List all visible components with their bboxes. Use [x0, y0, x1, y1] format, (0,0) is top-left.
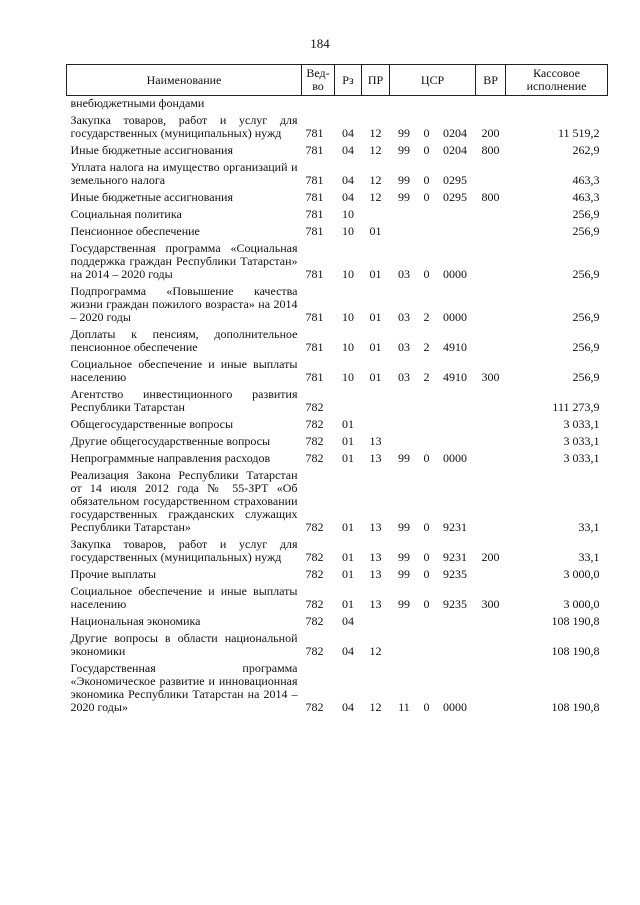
- row-csr-direction: [435, 418, 476, 435]
- row-vr: 200: [481, 126, 500, 140]
- row-csr-direction: [435, 96, 476, 115]
- row-sum: 256,9: [572, 370, 600, 384]
- row-name: Реализация Закона Республики Татарстан от 14 июля 2012 года № 55-ЗРТ «Об обязательном государственном страховании государственных гражданских служащих Республики Татарстан»: [70, 469, 298, 534]
- row-ved: 781: [305, 126, 324, 140]
- budget-execution-table: [66, 64, 608, 718]
- row-vr: [476, 242, 506, 285]
- row-csr-subprogram: 0: [423, 173, 430, 187]
- row-csr-program: [390, 225, 419, 242]
- row-vr: [476, 225, 506, 242]
- row-csr-subprogram: [419, 225, 435, 242]
- row-ved: 781: [305, 370, 324, 384]
- row-csr-program: 99: [398, 126, 410, 140]
- row-name: Другие вопросы в области национальной экономики: [70, 632, 298, 658]
- row-name: Государственная программа «Экономическое развитие и инновационная экономика Республики Татарстан на 2014 – 2020 годы»: [70, 662, 298, 714]
- row-pr: 13: [369, 568, 382, 581]
- row-rz: 01: [342, 597, 354, 611]
- row-pr: 01: [369, 340, 382, 354]
- row-name: Закупка товаров, работ и услуг для государственных (муниципальных) нужд: [70, 114, 298, 140]
- row-vr: [476, 615, 506, 632]
- row-csr-program: [390, 96, 419, 115]
- row-csr-subprogram: [419, 418, 435, 435]
- row-rz: 01: [342, 435, 354, 448]
- row-name: Доплаты к пенсиям, дополнительное пенсионное обеспечение: [70, 328, 298, 354]
- row-csr-direction: [435, 632, 476, 662]
- header-csr: ЦСР: [390, 65, 476, 96]
- row-vr: [476, 568, 506, 585]
- row-ved: 782: [305, 400, 324, 414]
- row-sum: 3 000,0: [563, 597, 600, 611]
- row-sum: 256,9: [572, 225, 600, 238]
- row-ved: 782: [305, 700, 324, 714]
- header-rz: Рз: [335, 65, 362, 96]
- row-csr-direction: 4910: [443, 340, 468, 354]
- row-csr-direction: 9235: [443, 597, 468, 611]
- row-csr-direction: 9231: [443, 520, 468, 534]
- row-vr: 200: [481, 550, 500, 564]
- row-pr: 13: [369, 597, 382, 611]
- table-row: [67, 388, 608, 418]
- row-ved: 781: [305, 208, 324, 221]
- table-row: [67, 538, 608, 568]
- row-csr-program: 99: [398, 520, 410, 534]
- row-pr: [362, 615, 390, 632]
- row-ved: 782: [305, 615, 324, 628]
- row-ved: 782: [305, 550, 324, 564]
- row-csr-subprogram: 2: [423, 310, 430, 324]
- row-csr-direction: 0295: [443, 173, 468, 187]
- row-vr: [476, 418, 506, 435]
- table-row: [67, 96, 608, 115]
- row-csr-direction: [435, 208, 476, 225]
- row-vr: [476, 452, 506, 469]
- row-pr: 01: [369, 370, 382, 384]
- row-csr-direction: 9235: [443, 568, 468, 581]
- row-csr-program: 99: [398, 173, 410, 187]
- row-csr-subprogram: 0: [423, 700, 430, 714]
- row-csr-program: [390, 208, 419, 225]
- row-pr: 01: [369, 267, 382, 281]
- row-pr: 01: [369, 225, 382, 238]
- table-row: [67, 144, 608, 161]
- row-rz: 10: [342, 340, 354, 354]
- row-csr-program: 99: [398, 550, 410, 564]
- header-vr: ВР: [476, 65, 506, 96]
- row-vr: [476, 435, 506, 452]
- row-name: Общегосударственные вопросы: [70, 418, 234, 431]
- table-row: [67, 285, 608, 328]
- row-csr-subprogram: 0: [423, 568, 430, 581]
- row-ved: [302, 96, 335, 115]
- row-pr: 01: [369, 310, 382, 324]
- table-row: [67, 358, 608, 388]
- row-sum: 108 190,8: [551, 700, 600, 714]
- table-row: [67, 469, 608, 538]
- table-row: [67, 585, 608, 615]
- row-csr-program: 03: [398, 267, 410, 281]
- row-csr-direction: [435, 615, 476, 632]
- row-sum: 3 033,1: [563, 418, 600, 431]
- row-csr-program: 99: [398, 597, 410, 611]
- row-csr-program: 99: [398, 568, 410, 581]
- row-name: Подпрограмма «Повышение качества жизни граждан пожилого возраста» на 2014 – 2020 годы: [70, 285, 298, 324]
- row-pr: 12: [369, 700, 382, 714]
- row-rz: 10: [342, 310, 354, 324]
- row-pr: 13: [369, 550, 382, 564]
- table-row: [67, 161, 608, 191]
- row-ved: 781: [305, 144, 324, 157]
- row-sum: 256,9: [572, 267, 600, 281]
- row-sum: 262,9: [572, 144, 600, 157]
- row-ved: 782: [305, 418, 324, 431]
- row-sum: 463,3: [572, 173, 600, 187]
- row-name: Социальная политика: [70, 208, 182, 221]
- row-csr-subprogram: 0: [423, 126, 430, 140]
- header-ved: Вед- во: [302, 65, 335, 96]
- row-vr: 800: [481, 144, 500, 157]
- row-csr-program: [390, 615, 419, 632]
- row-csr-subprogram: 0: [423, 597, 430, 611]
- row-csr-subprogram: 0: [423, 144, 430, 157]
- row-csr-direction: [435, 388, 476, 418]
- row-name: Иные бюджетные ассигнования: [70, 144, 233, 157]
- table-row: [67, 328, 608, 358]
- row-sum: 256,9: [572, 208, 600, 221]
- row-csr-subprogram: [419, 388, 435, 418]
- table-row: [67, 452, 608, 469]
- row-sum: 33,1: [578, 550, 600, 564]
- row-pr: 12: [369, 191, 382, 204]
- row-csr-direction: 0000: [443, 310, 468, 324]
- row-csr-direction: 0204: [443, 144, 468, 157]
- row-csr-subprogram: [419, 435, 435, 452]
- row-csr-program: 03: [398, 310, 410, 324]
- header-name: Наименование: [67, 65, 302, 96]
- row-pr: [362, 418, 390, 435]
- row-csr-direction: 0204: [443, 126, 468, 140]
- row-name: Национальная экономика: [70, 615, 201, 628]
- row-pr: 12: [369, 644, 382, 658]
- row-csr-direction: 0295: [443, 191, 468, 204]
- row-csr-direction: 4910: [443, 370, 468, 384]
- row-csr-program: [390, 388, 419, 418]
- row-ved: 781: [305, 191, 324, 204]
- row-csr-subprogram: 0: [423, 520, 430, 534]
- row-csr-subprogram: 0: [423, 550, 430, 564]
- row-rz: 01: [342, 452, 354, 465]
- row-ved: 781: [305, 225, 324, 238]
- row-csr-program: 99: [398, 452, 410, 465]
- row-csr-direction: 9231: [443, 550, 468, 564]
- row-ved: 782: [305, 520, 324, 534]
- row-sum: 108 190,8: [551, 615, 600, 628]
- table-row: [67, 568, 608, 585]
- table-row: [67, 662, 608, 718]
- row-ved: 781: [305, 173, 324, 187]
- page-number: 184: [310, 36, 330, 51]
- row-rz: 10: [342, 225, 354, 238]
- row-ved: 782: [305, 644, 324, 658]
- row-rz: 01: [342, 550, 354, 564]
- row-vr: 800: [481, 191, 500, 204]
- row-pr: 13: [369, 435, 382, 448]
- row-rz: 10: [342, 370, 354, 384]
- row-vr: [476, 161, 506, 191]
- row-csr-program: [390, 418, 419, 435]
- row-ved: 782: [305, 597, 324, 611]
- row-name: Агентство инвестиционного развития Республики Татарстан: [70, 388, 298, 414]
- table-row: [67, 418, 608, 435]
- row-csr-subprogram: 0: [423, 452, 430, 465]
- row-csr-direction: [435, 435, 476, 452]
- table-row: [67, 632, 608, 662]
- row-rz: 10: [342, 208, 354, 221]
- row-rz: 04: [342, 615, 354, 628]
- row-ved: 781: [305, 340, 324, 354]
- row-pr: [362, 96, 390, 115]
- row-csr-subprogram: [419, 208, 435, 225]
- row-vr: [476, 285, 506, 328]
- row-csr-program: 03: [398, 370, 410, 384]
- row-csr-direction: 0000: [443, 452, 468, 465]
- row-rz: 04: [342, 144, 354, 157]
- row-name: внебюджетными фондами: [70, 96, 205, 110]
- row-rz: 01: [342, 520, 354, 534]
- row-vr: [476, 662, 506, 718]
- row-pr: 12: [369, 173, 382, 187]
- row-csr-program: 99: [398, 191, 410, 204]
- row-vr: [476, 328, 506, 358]
- row-csr-subprogram: [419, 96, 435, 115]
- table-row: [67, 225, 608, 242]
- row-vr: 300: [481, 597, 500, 611]
- row-name: Прочие выплаты: [70, 568, 157, 581]
- row-sum: 256,9: [572, 310, 600, 324]
- row-csr-program: [390, 632, 419, 662]
- header-sum: Кассовое исполнение: [506, 65, 608, 96]
- row-rz: 10: [342, 267, 354, 281]
- row-pr: 12: [369, 126, 382, 140]
- row-rz: 04: [342, 126, 354, 140]
- row-csr-program: [390, 435, 419, 452]
- row-ved: 781: [305, 267, 324, 281]
- row-vr: [476, 469, 506, 538]
- row-ved: 781: [305, 310, 324, 324]
- row-pr: 13: [369, 452, 382, 465]
- row-csr-program: 99: [398, 144, 410, 157]
- row-name: Непрограммные направления расходов: [70, 452, 271, 465]
- row-csr-subprogram: [419, 615, 435, 632]
- row-rz: [335, 388, 362, 418]
- table-row: [67, 615, 608, 632]
- row-sum: 3 033,1: [563, 452, 600, 465]
- row-csr-subprogram: 2: [423, 370, 430, 384]
- row-pr: 12: [369, 144, 382, 157]
- row-rz: 04: [342, 191, 354, 204]
- row-rz: 01: [342, 418, 354, 431]
- row-ved: 782: [305, 435, 324, 448]
- row-csr-direction: [435, 225, 476, 242]
- table-row: [67, 114, 608, 144]
- row-name: Иные бюджетные ассигнования: [70, 191, 233, 204]
- row-name: Государственная программа «Социальная поддержка граждан Республики Татарстан» на 2014 – 2020 годы: [70, 242, 298, 281]
- row-vr: [476, 632, 506, 662]
- row-rz: 04: [342, 700, 354, 714]
- row-name: Социальное обеспечение и иные выплаты населению: [70, 358, 298, 384]
- row-ved: 782: [305, 452, 324, 465]
- row-csr-subprogram: 2: [423, 340, 430, 354]
- row-name: Социальное обеспечение и иные выплаты населению: [70, 585, 298, 611]
- row-vr: [476, 208, 506, 225]
- row-rz: 04: [342, 173, 354, 187]
- row-name: Закупка товаров, работ и услуг для государственных (муниципальных) нужд: [70, 538, 298, 564]
- row-vr: [476, 96, 506, 115]
- row-vr: 300: [481, 370, 500, 384]
- row-csr-program: 03: [398, 340, 410, 354]
- row-name: Другие общегосударственные вопросы: [70, 435, 271, 448]
- row-rz: 04: [342, 644, 354, 658]
- table-header-row: [67, 65, 608, 96]
- row-rz: 01: [342, 568, 354, 581]
- table-row: [67, 208, 608, 225]
- row-pr: [362, 388, 390, 418]
- row-sum: 33,1: [578, 520, 600, 534]
- row-sum: [506, 96, 608, 115]
- table-row: [67, 191, 608, 208]
- row-name: Пенсионное обеспечение: [70, 225, 200, 238]
- row-pr: [362, 208, 390, 225]
- row-csr-direction: 0000: [443, 267, 468, 281]
- row-ved: 782: [305, 568, 324, 581]
- header-pr: ПР: [362, 65, 390, 96]
- row-csr-subprogram: [419, 632, 435, 662]
- row-csr-subprogram: 0: [423, 191, 430, 204]
- row-pr: 13: [369, 520, 382, 534]
- row-vr: [476, 388, 506, 418]
- row-sum: 463,3: [572, 191, 600, 204]
- row-sum: 3 000,0: [563, 568, 600, 581]
- row-csr-direction: 0000: [443, 700, 468, 714]
- row-rz: [335, 96, 362, 115]
- row-sum: 111 273,9: [552, 400, 600, 414]
- table-row: [67, 435, 608, 452]
- table-row: [67, 242, 608, 285]
- row-sum: 11 519,2: [557, 126, 600, 140]
- row-sum: 108 190,8: [551, 644, 600, 658]
- row-name: Уплата налога на имущество организаций и земельного налога: [70, 161, 298, 187]
- row-sum: 256,9: [572, 340, 600, 354]
- row-sum: 3 033,1: [563, 435, 600, 448]
- row-csr-subprogram: 0: [423, 267, 430, 281]
- row-csr-program: 11: [398, 700, 410, 714]
